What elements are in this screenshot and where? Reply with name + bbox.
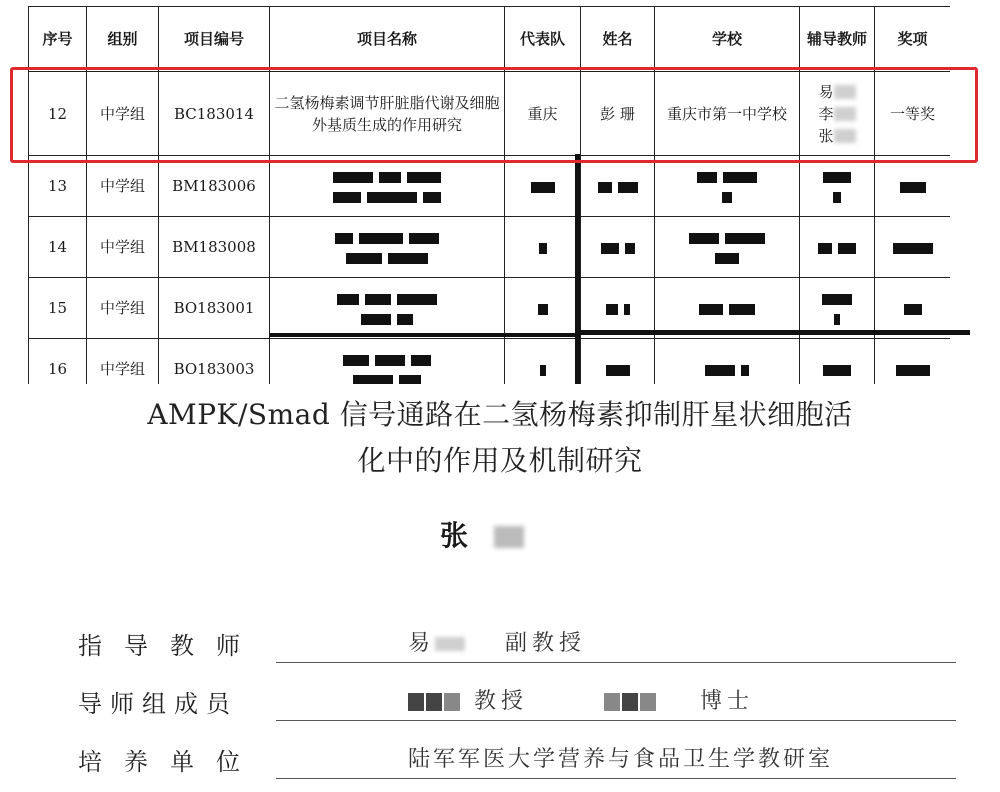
- advisor-2: 李: [818, 104, 834, 123]
- pixelated-name: [604, 693, 620, 711]
- cell-seq: 14: [29, 217, 87, 278]
- redacted-cell: [270, 217, 505, 278]
- redaction-bar-vertical: [575, 154, 580, 384]
- cell-advisors: [800, 72, 875, 156]
- cell-group: 中学组: [87, 217, 159, 278]
- advisor-group-value: [408, 684, 754, 715]
- pixelated-name: [408, 693, 424, 711]
- header-seq: 序号: [29, 7, 87, 72]
- cell-project: 二氢杨梅素调节肝脏脂代谢及细胞外基质生成的作用研究: [270, 72, 505, 156]
- redacted-cell: [505, 339, 581, 385]
- cell-group: 中学组: [87, 339, 159, 385]
- group-title-2: 博士: [700, 689, 755, 714]
- blurred-name: [435, 637, 465, 651]
- header-group: 组别: [87, 7, 159, 72]
- pixelated-name: [426, 693, 442, 711]
- cell-code: BM183008: [159, 217, 270, 278]
- thesis-title: [60, 392, 940, 484]
- header-project: 项目名称: [270, 7, 505, 72]
- cell-seq: 13: [29, 156, 87, 217]
- underline: [276, 662, 956, 663]
- supervisor-value: [408, 626, 586, 657]
- redacted-cell: [270, 339, 505, 385]
- cell-code: BO183003: [159, 339, 270, 385]
- award-table-region: [28, 6, 950, 384]
- redacted-cell: [800, 156, 875, 217]
- header-team: 代表队: [505, 7, 581, 72]
- redacted-cell: [655, 339, 800, 385]
- redacted-cell: [800, 339, 875, 385]
- cell-code: BO183001: [159, 278, 270, 339]
- author-surname: 张: [440, 519, 475, 552]
- redacted-cell: [270, 278, 505, 339]
- blurred-name: [494, 526, 524, 548]
- redaction-bar-horizontal: [270, 333, 580, 337]
- unit-value: 陆军军医大学营养与食品卫生学教研室: [408, 747, 834, 772]
- cell-seq: 16: [29, 339, 87, 385]
- redacted-cell: [581, 217, 655, 278]
- group-title-1: 教授: [474, 689, 529, 714]
- advisor-group-row: [78, 684, 958, 724]
- cell-code: BC183014: [159, 72, 270, 156]
- cell-seq: 12: [29, 72, 87, 156]
- redaction-bar-horizontal: [575, 330, 970, 335]
- redacted-cell: [875, 217, 951, 278]
- thesis-title-line-1: AMPK/Smad 信号通路在二氢杨梅素抑制肝星状细胞活: [147, 398, 853, 431]
- table-row: [29, 217, 951, 278]
- award-table: [28, 6, 950, 384]
- redacted-cell: [655, 217, 800, 278]
- underline: [276, 720, 956, 721]
- header-code: 项目编号: [159, 7, 270, 72]
- unit-row: [78, 742, 958, 782]
- blurred-name: [834, 107, 856, 121]
- cell-group: 中学组: [87, 156, 159, 217]
- advisor-group-label: 导师组成员: [78, 690, 238, 718]
- blurred-name: [834, 129, 856, 143]
- supervisor-row: [78, 626, 958, 666]
- pixelated-name: [444, 693, 460, 711]
- table-row: [29, 339, 951, 385]
- header-school: 学校: [655, 7, 800, 72]
- blurred-name: [834, 85, 856, 99]
- redacted-cell: [581, 339, 655, 385]
- cell-team: 重庆: [505, 72, 581, 156]
- cell-code: BM183006: [159, 156, 270, 217]
- table-header-row: [29, 7, 951, 72]
- redacted-cell: [800, 217, 875, 278]
- cell-group: 中学组: [87, 72, 159, 156]
- author-name: [440, 514, 580, 554]
- underline: [276, 778, 956, 779]
- unit-label: 培养单位: [78, 748, 262, 776]
- table-row: [29, 156, 951, 217]
- supervisor-label: 指导教师: [78, 632, 262, 660]
- thesis-title-line-2: 化中的作用及机制研究: [357, 444, 643, 477]
- header-award: 奖项: [875, 7, 951, 72]
- cell-school: 重庆市第一中学校: [655, 72, 800, 156]
- advisor-3: 张: [818, 126, 834, 145]
- supervisor-title: 副教授: [505, 631, 587, 656]
- cell-name: 彭 珊: [581, 72, 655, 156]
- redacted-cell: [505, 156, 581, 217]
- header-name: 姓名: [581, 7, 655, 72]
- redacted-cell: [270, 156, 505, 217]
- redacted-cell: [875, 339, 951, 385]
- advisor-1: 易: [818, 82, 834, 101]
- table-row-highlighted: [29, 72, 951, 156]
- cell-seq: 15: [29, 278, 87, 339]
- redacted-cell: [875, 156, 951, 217]
- redacted-cell: [505, 217, 581, 278]
- redacted-cell: [655, 156, 800, 217]
- pixelated-name: [640, 693, 656, 711]
- redacted-cell: [505, 278, 581, 339]
- supervisor-surname: 易: [408, 631, 436, 656]
- pixelated-name: [622, 693, 638, 711]
- cell-award: 一等奖: [875, 72, 951, 156]
- header-advisor: 辅导教师: [800, 7, 875, 72]
- redacted-cell: [581, 156, 655, 217]
- cell-group: 中学组: [87, 278, 159, 339]
